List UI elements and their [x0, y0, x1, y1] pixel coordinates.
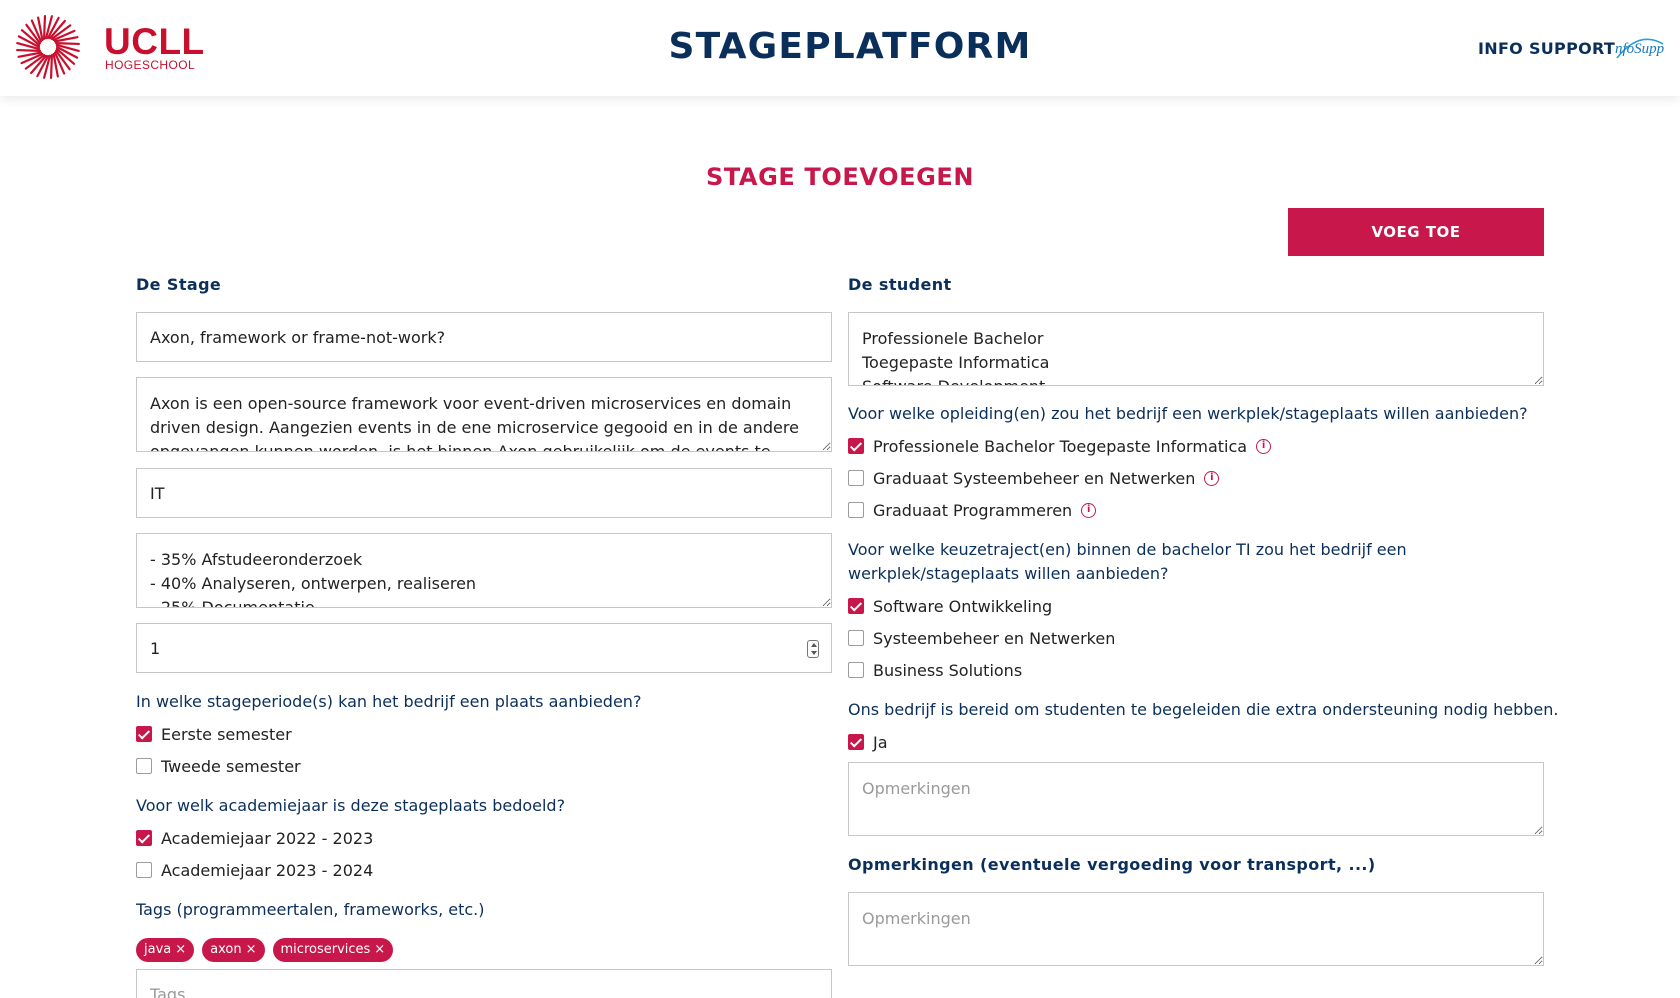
education-programming-checkbox[interactable]: [848, 502, 864, 518]
number-stepper-icon[interactable]: [807, 640, 819, 658]
partner-logo-text: nfoSupp: [1615, 41, 1665, 57]
info-icon[interactable]: i: [1256, 439, 1271, 454]
tag-chip: [273, 938, 394, 962]
year-question: Voor welk academiejaar is deze stageplaats bedoeld?: [136, 796, 566, 815]
support-yes-checkbox[interactable]: [848, 734, 864, 750]
track-sysadmin-label: Systeembeheer en Netwerken: [873, 628, 1116, 648]
partner-name[interactable]: INFO SUPPORT: [1478, 39, 1616, 58]
info-icon[interactable]: i: [1204, 471, 1219, 486]
logo-subtitle: HOGESCHOOL: [105, 58, 196, 72]
support-yes-label: Ja: [873, 732, 888, 752]
stage-section-heading: De Stage: [136, 275, 222, 294]
tags-input[interactable]: [136, 969, 832, 998]
education-option-bachelor[interactable]: [848, 434, 1271, 458]
support-question: Ons bedrijf is bereid om studenten te begeleiden die extra ondersteuning nodig hebben.: [848, 700, 1559, 719]
stage-description-textarea[interactable]: [136, 377, 832, 452]
year-2023-label: Academiejaar 2023 - 2024: [161, 860, 374, 880]
student-count-input[interactable]: [136, 623, 832, 673]
track-business-label: Business Solutions: [873, 660, 1023, 680]
remove-tag-icon[interactable]: ×: [245, 942, 257, 957]
tag-label: microservices: [280, 942, 371, 957]
education-sysadmin-label: Graduaat Systeembeheer en Netwerken: [873, 468, 1196, 488]
year-option-2022[interactable]: [136, 826, 373, 850]
education-sysadmin-checkbox[interactable]: [848, 470, 864, 486]
track-business-checkbox[interactable]: [848, 662, 864, 678]
period-question: In welke stageperiode(s) kan het bedrijf een plaats aanbieden?: [136, 692, 642, 711]
remove-tag-icon[interactable]: ×: [175, 942, 187, 957]
track-sysadmin-checkbox[interactable]: [848, 630, 864, 646]
year-2023-checkbox[interactable]: [136, 862, 152, 878]
add-internship-button[interactable]: VOEG TOE: [1288, 208, 1544, 256]
track-option-business[interactable]: [848, 658, 1022, 682]
tag-label: java: [144, 942, 172, 957]
period-second-checkbox[interactable]: [136, 758, 152, 774]
page-title: STAGE TOEVOEGEN: [705, 163, 975, 191]
remove-tag-icon[interactable]: ×: [374, 942, 386, 957]
tag-chip: [202, 938, 264, 962]
app-title: [0, 26, 1680, 67]
year-option-2023[interactable]: [136, 858, 373, 882]
year-2022-checkbox[interactable]: [136, 830, 152, 846]
track-option-software[interactable]: [848, 594, 1052, 618]
info-support-logo-icon: [1613, 34, 1665, 64]
stage-domain-input[interactable]: [136, 468, 832, 518]
stage-title-input[interactable]: [136, 312, 832, 362]
period-option-first[interactable]: [136, 722, 292, 746]
app-title-text: STAGEPLATFORM: [668, 26, 1032, 67]
remarks-textarea[interactable]: [848, 892, 1544, 966]
education-bachelor-label: Professionele Bachelor Toegepaste Informatica: [873, 436, 1248, 456]
education-question: Voor welke opleiding(en) zou het bedrijf een werkplek/stageplaats willen aanbieden?: [848, 404, 1528, 423]
education-option-programming[interactable]: [848, 498, 1096, 522]
tag-label: axon: [210, 942, 242, 957]
info-icon[interactable]: i: [1081, 503, 1096, 518]
logo-wordmark: UCLL: [104, 21, 205, 62]
tag-chip: [136, 938, 194, 962]
education-option-sysadmin[interactable]: [848, 466, 1219, 490]
period-second-label: Tweede semester: [161, 756, 301, 776]
period-option-second[interactable]: [136, 754, 301, 778]
tag-list: [136, 938, 393, 962]
top-bar: [0, 0, 1680, 96]
support-option-yes[interactable]: [848, 730, 888, 754]
support-remarks-textarea[interactable]: [848, 762, 1544, 836]
tags-label: Tags (programmeertalen, frameworks, etc.): [136, 900, 485, 919]
period-first-label: Eerste semester: [161, 724, 292, 744]
student-section-heading: De student: [848, 275, 952, 294]
year-2022-label: Academiejaar 2022 - 2023: [161, 828, 374, 848]
track-option-sysadmin[interactable]: [848, 626, 1115, 650]
track-software-label: Software Ontwikkeling: [873, 596, 1053, 616]
track-software-checkbox[interactable]: [848, 598, 864, 614]
remarks-heading: Opmerkingen (eventuele vergoeding voor transport, ...): [848, 855, 1376, 874]
period-first-checkbox[interactable]: [136, 726, 152, 742]
track-question: Voor welke keuzetraject(en) binnen de bachelor TI zou het bedrijf een werkplek/stageplaats willen aanbieden?: [848, 540, 1407, 583]
education-bachelor-checkbox[interactable]: [848, 438, 864, 454]
student-profile-textarea[interactable]: [848, 312, 1544, 386]
education-programming-label: Graduaat Programmeren: [873, 500, 1073, 520]
stage-tasks-textarea[interactable]: [136, 533, 832, 608]
